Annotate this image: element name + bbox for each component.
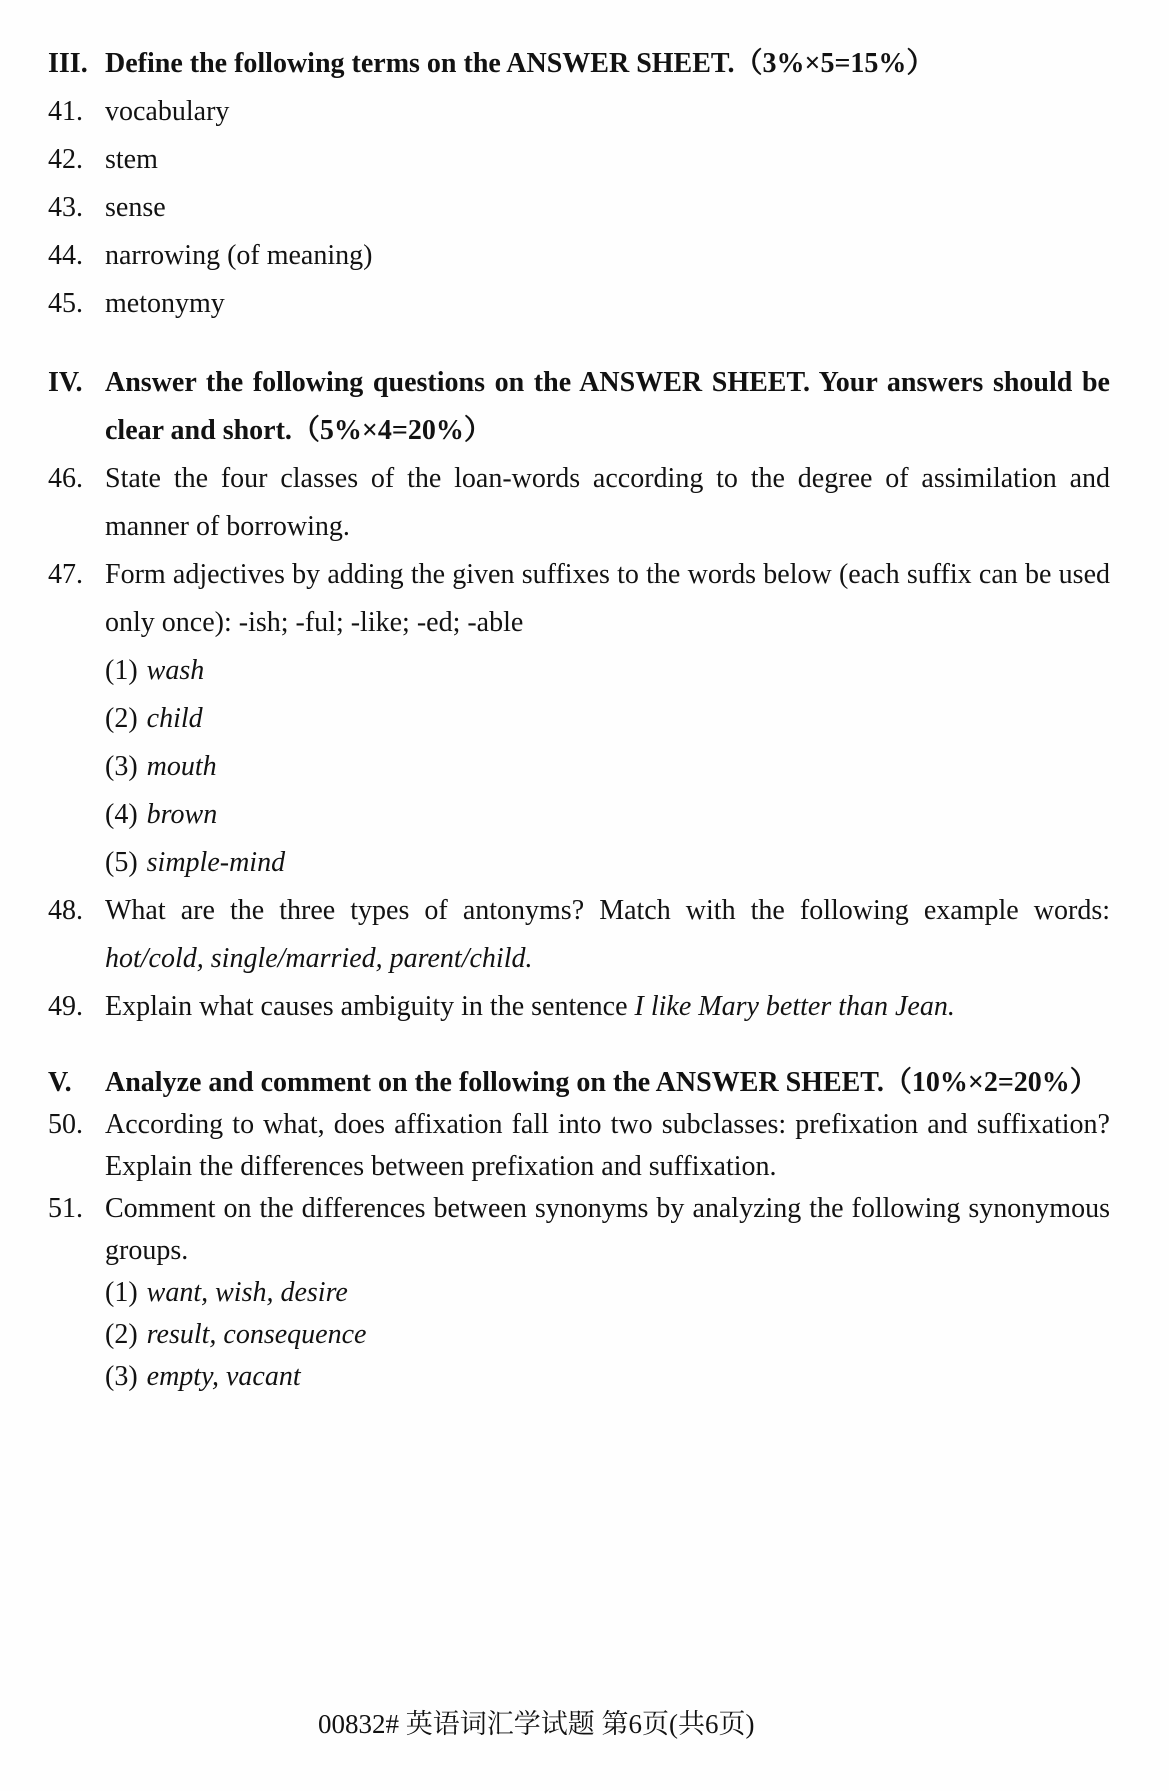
subitem-label: (3) xyxy=(105,751,138,782)
subitem-label: (4) xyxy=(105,799,138,830)
section-iii-marks: （3%×5=15%） xyxy=(734,48,935,79)
question-47 xyxy=(48,551,1110,887)
subitem-word: mouth xyxy=(146,751,217,782)
question-text: Explain what causes ambiguity in the sentence xyxy=(105,991,635,1022)
section-v-title-block xyxy=(105,1062,1110,1104)
question-51 xyxy=(48,1188,1110,1398)
subitem-synonym-group-3 xyxy=(105,1356,1110,1398)
question-text: sense xyxy=(105,192,166,223)
section-iii xyxy=(48,40,1110,328)
section-iii-title: Define the following terms on the ANSWER SHEET. xyxy=(105,48,735,79)
question-number: 46. xyxy=(48,463,83,494)
question-text: Form adjectives by adding the given suffixes to the words below (each suffix can be used only once): -ish; -ful; -like; -ed; -able xyxy=(105,559,1110,638)
section-iv xyxy=(48,359,1110,1031)
subitem-word: brown xyxy=(146,799,218,830)
question-48-body xyxy=(105,887,1110,983)
question-number: 44. xyxy=(48,240,83,271)
question-47-body xyxy=(105,551,1110,887)
question-42 xyxy=(48,136,1110,184)
question-51-body xyxy=(105,1188,1110,1398)
subitem-word: wash xyxy=(146,655,205,686)
question-44 xyxy=(48,232,1110,280)
question-text: narrowing (of meaning) xyxy=(105,240,373,271)
subitem-label: (2) xyxy=(105,1319,138,1350)
question-text: Comment on the differences between synonyms by analyzing the following synonymous groups. xyxy=(105,1193,1110,1266)
section-iii-numeral: III. xyxy=(48,48,88,79)
question-text: State the four classes of the loan-words according to the degree of assimilation and manner of borrowing. xyxy=(105,463,1110,542)
subitem-brown xyxy=(105,791,1110,839)
question-text: According to what, does affixation fall into two subclasses: prefixation and suffixation? Explain the differences between prefixation and suffixation. xyxy=(105,1109,1110,1182)
subitem-synonym-group-1 xyxy=(105,1272,1110,1314)
question-50 xyxy=(48,1104,1110,1188)
question-46 xyxy=(48,455,1110,551)
section-v xyxy=(48,1062,1110,1398)
subitem-label: (1) xyxy=(105,655,138,686)
section-iv-numeral: IV. xyxy=(48,367,83,398)
question-example-sentence: I like Mary better than Jean. xyxy=(634,991,955,1022)
section-v-numeral: V. xyxy=(48,1067,72,1098)
section-iii-title-block xyxy=(105,40,1110,88)
question-45 xyxy=(48,280,1110,328)
subitem-synonym-group-2 xyxy=(105,1314,1110,1356)
section-iv-heading xyxy=(48,359,1110,455)
section-iii-heading xyxy=(48,40,1110,88)
question-number: 41. xyxy=(48,96,83,127)
question-example-words: hot/cold, single/married, parent/child. xyxy=(105,943,533,974)
question-number: 45. xyxy=(48,288,83,319)
section-iv-marks: （5%×4=20%） xyxy=(291,415,492,446)
section-iv-title-block xyxy=(105,359,1110,455)
section-v-marks: （10%×2=20%） xyxy=(883,1067,1098,1098)
subitem-words: result, consequence xyxy=(146,1319,367,1350)
question-number: 42. xyxy=(48,144,83,175)
question-text: vocabulary xyxy=(105,96,230,127)
question-number: 47. xyxy=(48,559,83,590)
question-48 xyxy=(48,887,1110,983)
question-number: 48. xyxy=(48,895,83,926)
subitem-mouth xyxy=(105,743,1110,791)
subitem-wash xyxy=(105,647,1110,695)
section-v-heading xyxy=(48,1062,1110,1104)
section-v-title: Analyze and comment on the following on the ANSWER SHEET. xyxy=(105,1067,884,1098)
subitem-label: (3) xyxy=(105,1361,138,1392)
question-43 xyxy=(48,184,1110,232)
subitem-label: (1) xyxy=(105,1277,138,1308)
exam-content xyxy=(48,40,1110,1398)
subitem-word: simple-mind xyxy=(146,847,286,878)
subitem-word: child xyxy=(146,703,203,734)
question-text: stem xyxy=(105,144,158,175)
question-49 xyxy=(48,983,1110,1031)
question-number: 49. xyxy=(48,991,83,1022)
question-49-body xyxy=(105,983,1110,1031)
question-text: metonymy xyxy=(105,288,225,319)
subitem-words: empty, vacant xyxy=(146,1361,301,1392)
subitem-label: (2) xyxy=(105,703,138,734)
question-41 xyxy=(48,88,1110,136)
subitem-label: (5) xyxy=(105,847,138,878)
subitem-words: want, wish, desire xyxy=(146,1277,348,1308)
section-iv-title: Answer the following questions on the ANSWER SHEET. Your answers should be clear and short. xyxy=(105,367,1110,446)
question-number: 51. xyxy=(48,1193,83,1224)
question-number: 43. xyxy=(48,192,83,223)
page-footer: 00832# 英语词汇学试题 第6页(共6页) xyxy=(318,1709,755,1739)
question-number: 50. xyxy=(48,1109,83,1140)
subitem-child xyxy=(105,695,1110,743)
subitem-simple-mind xyxy=(105,839,1110,887)
question-text: What are the three types of antonyms? Match with the following example words: xyxy=(105,895,1110,926)
